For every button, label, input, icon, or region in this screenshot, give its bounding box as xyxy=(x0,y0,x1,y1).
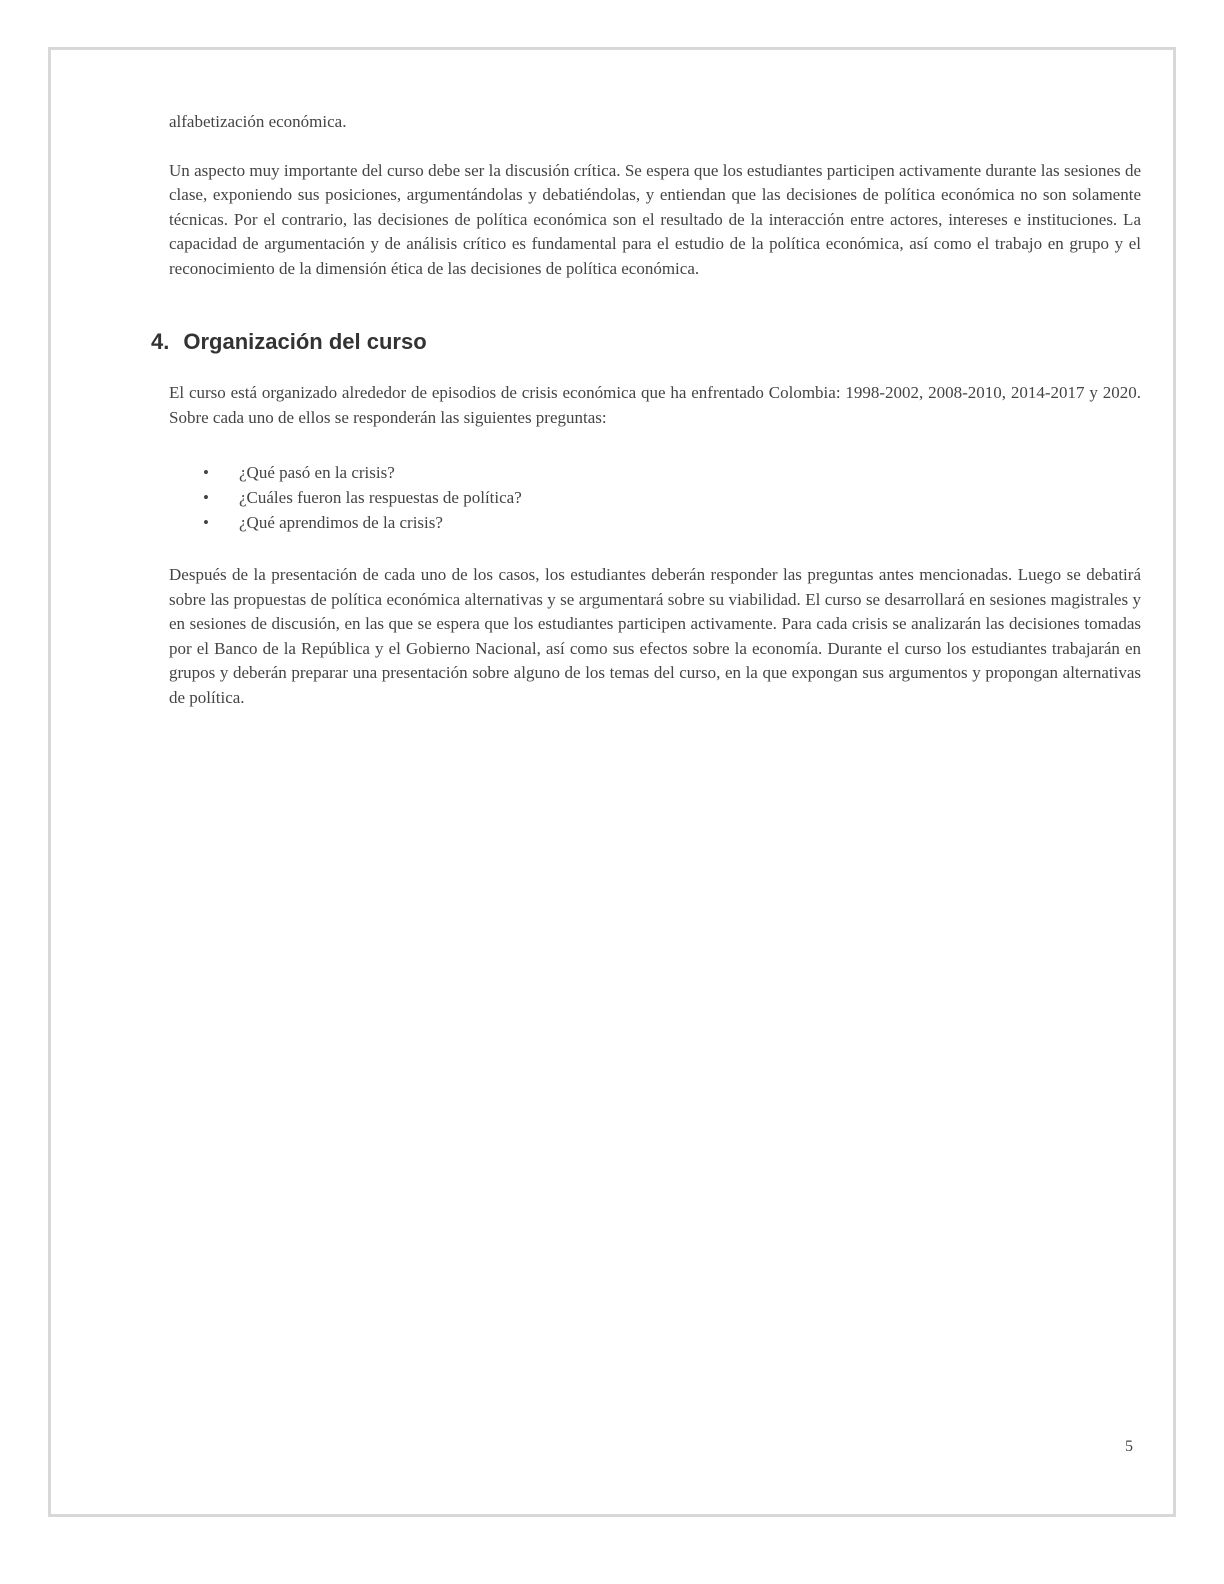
paragraph-continuation: alfabetización económica. xyxy=(169,112,347,131)
paragraph-final: Después de la presentación de cada uno de los casos, los estudiantes deberán responder las preguntas antes mencionadas. Luego se debatirá sobre las propuestas de política económica alternativas y se argumentará sobre su viabilidad. El curso se desarrollará en sesiones magistrales y en sesiones de discusión, en las que se espera que los estudiantes participen activamente. Para cada crisis se analizarán las decisiones tomadas por el Banco de la República y el Gobierno Nacional, así como sus efectos sobre la economía. Durante el curso los estudiantes trabajarán en grupos y deberán preparar una presentación sobre alguno de los temas del curso, en la que expongan sus argumentos y propongan alternativas de política. xyxy=(169,565,1141,707)
document-page xyxy=(48,47,1176,1517)
page-number: 5 xyxy=(1125,1438,1133,1455)
paragraph-discussion: Un aspecto muy importante del curso debe ser la discusión crítica. Se espera que los estudiantes participen activamente durante las sesiones de clase, exponiendo sus posiciones, argumentándolas y debatiéndolas, y entiendan que las decisiones de política económica no son solamente técnicas. Por el contrario, las decisiones de política económica son el resultado de la interacción entre actores, intereses e instituciones. La capacidad de argumentación y de análisis crítico es fundamental para el estudio de la política económica, así como el trabajo en grupo y el reconocimiento de la dimensión ética de las decisiones de política económica. xyxy=(169,160,1141,278)
list-item xyxy=(203,485,1141,510)
section-title: Organización del curso xyxy=(183,329,427,354)
question-list xyxy=(169,460,1141,535)
list-item-text: ¿Qué aprendimos de la crisis? xyxy=(239,513,443,532)
section-heading xyxy=(151,329,1141,355)
list-item-text: ¿Cuáles fueron las respuestas de política? xyxy=(239,488,522,507)
section-number: 4. xyxy=(151,329,170,354)
bullet-icon: • xyxy=(203,463,209,482)
page-content xyxy=(151,110,1141,710)
bullet-icon: • xyxy=(203,513,209,532)
list-item-text: ¿Qué pasó en la crisis? xyxy=(239,463,395,482)
paragraph-organization: El curso está organizado alrededor de episodios de crisis económica que ha enfrentado Colombia: 1998-2002, 2008-2010, 2014-2017 y 2020. Sobre cada uno de ellos se responderán las siguientes preguntas: xyxy=(169,383,1141,427)
bullet-icon: • xyxy=(203,488,209,507)
list-item xyxy=(203,460,1141,485)
list-item xyxy=(203,510,1141,535)
